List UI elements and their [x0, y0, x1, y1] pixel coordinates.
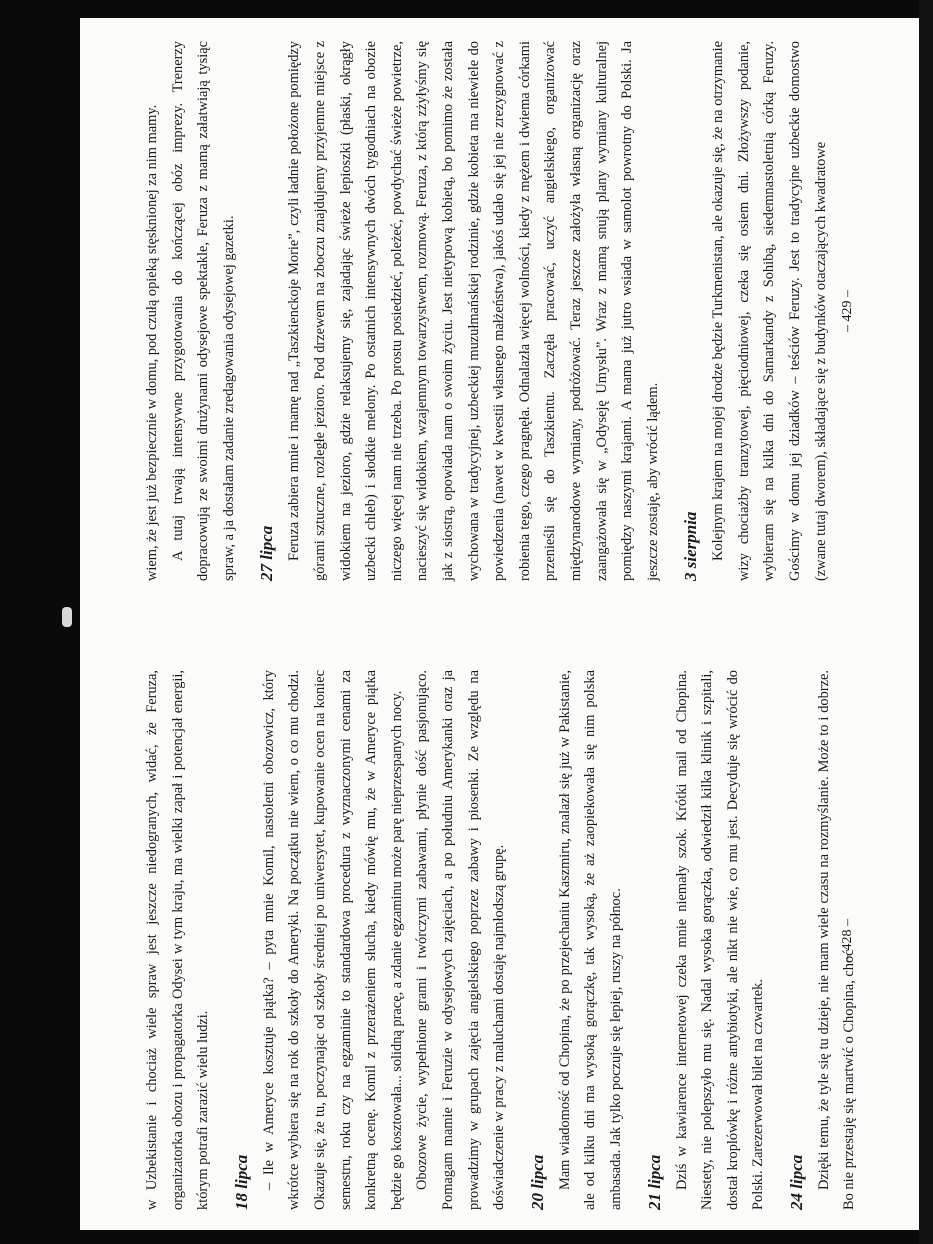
paragraph: A tutaj trwają intensywne przygotowania do kończącej obóz imprezy. Trenerzy dopracowują ze swoimi drużynami odysejowe spektakle, Feruza z mamą załatwiają tysiąc spraw, a ja dostałam zadanie zredagowania odysejowej gazetki. [169, 41, 237, 581]
scan-edge-right [919, 0, 933, 1244]
diary-date-heading: 24 lipca [786, 1154, 806, 1210]
scan-edge-bottom [0, 1230, 933, 1244]
page-428-body [140, 670, 863, 1210]
scan-edge-top [0, 0, 933, 18]
diary-date-heading: 18 lipca [231, 1154, 251, 1210]
page-number: – 429 – [840, 290, 855, 332]
paragraph: Kolejnym krajem na mojej drodze będzie Turkmenistan, ale okazuje się, że na otrzymanie wizy chociażby tranzytowej, pięciodniowej, czeka się osiem dni. Złożywszy podanie, wybieram się na kilka dni do Samarkandy z Sohibą, siedemnastoletnią córką Feruzy. Gościmy w domu jej dziadków – teściów Feruzy. Jest to tradycyjne uzbeckie domostwo (zwane tutaj dworem), składające się z budynków otaczających kwadratowe [710, 41, 829, 581]
page-428 [80, 630, 919, 1230]
book-spine-mark [62, 607, 72, 627]
page-429 [80, 18, 919, 630]
diary-date-heading: 3 sierpnia [681, 511, 701, 581]
page-number: – 428 – [840, 919, 855, 961]
paragraph: Dziś w kawiarence internetowej czeka mnie niemały szok. Krótki mail od Chopina. Niestety, nie polepszyło mu się. Nadal wysoka gorączka, odwiedził kilka klinik i szpitali, dostał kroplówkę i różne antybiotyki, ale nikt nie wie, co mu jest. Decyduje się wrócić do Polski. Zarezerwował bilet na czwartek. [673, 670, 767, 1210]
diary-date-heading: 21 lipca [644, 1154, 664, 1210]
diary-date-heading: 20 lipca [527, 1154, 547, 1210]
paragraph: – Ile w Ameryce kosztuje piątka? – pyta mnie Komil, nastoletni obozowicz, który wkrótce wybiera się na rok do szkoły do Ameryki. Na początku nie wiem, o co mu chodzi. Okazuje się, że tu, poczynając od szkoły średniej po uniwersytet, kupowanie ocen na koniec semestru, roku czy na egzaminie to standardowa procedura z wyznaczonymi cenami za konkretną ocenę. Komil z przerażeniem słucha, kiedy mówię mu, że w Ameryce piątka będzie go kosztowała... solidną pracę, a zdanie egzaminu może parę nieprzespanych nocy. [260, 670, 405, 1210]
paragraph: wiem, że jest już bezpiecznie w domu, pod czułą opieką stęsknionej za nim mamy. [144, 104, 160, 581]
paragraph: Dzięki temu, że tyle się tu dzieje, nie mam wiele czasu na rozmyślanie. Może to i dobrze. Bo nie przestaję się martwić o Chopina, choć [815, 670, 858, 1210]
paragraph: w Uzbekistanie i chociaż wiele spraw jest jeszcze niedogranych, widać, że Feruza, organizatorka obozu i propagatorka Odysei w tym kraju, ma wielki zapał i potencjał energii, którym potrafi zarazić wielu ludzi. [144, 670, 212, 1210]
paragraph: Feruza zabiera mnie i mamę nad „Taszkienckoje Morie”, czyli ładnie położone pomiędzy górami sztuczne, rozległe jezioro. Pod drzewem na zboczu znajdujemy przyjemne miejsce z widokiem na jezioro, gdzie relaksujemy się, zajadając świeże lepioszki (płaski, okrągły uzbecki chleb) i słodkie melony. Po ostatnich intensywnych dwóch tygodniach na obozie niczego więcej nam nie trzeba. Po prostu posiedzieć, poleżeć, powdychać świeże powietrze, nacieszyć się widokiem, wzajemnym towarzystwem, rozmową. Feruza, z którą zżyłyśmy się jak z siostrą, opowiada nam o swoim życiu. Jest nietypową kobietą, bo pomimo że została wychowana w tradycyjnej, uzbeckiej muzułmańskiej rodzinie, gdzie kobieta ma niewiele do powiedzenia (nawet w kwestii własnego małżeństwa), jakoś udało się jej nie zrezygnować z robienia tego, czego pragnęła. Odnalazła więcej wolności, kiedy z mężem i dwiema córkami przenieśli się do Taszkientu. Zaczęła pracować, uczyć angielskiego, organizować międzynarodowe wymiany, podróżować. Teraz jeszcze założyła własną organizację oraz zaangażowała się w „Odyseję Umysłu”. Wraz z mamą snują plany wymiany kulturalnej pomiędzy naszymi krajami. A mama już jutro wsiada w samolot powrotny do Polski. Ja jeszcze zostaję, aby wrócić lądem. [286, 41, 661, 581]
paragraph: Mam wiadomość od Chopina, że po przejechaniu Kaszmiru, znalazł się już w Pakistanie, ale od kilku dni ma wysoką gorączkę, tak wysoką, że aż zaopiekowała się nim polska ambasada. Jak tylko poczuje się lepiej, ruszy na północ. [556, 670, 624, 1210]
page-429-rotated [80, 18, 919, 601]
paragraph: Obozowe życie, wypełnione grami i twórczymi zabawami, płynie dość pasjonująco. Pomagam mamie i Feruzie w odysejowych zajęciach, a po południu Amerykanki oraz ja prowadzimy w grupach zajęcia angielskiego poprzez zabawy i piosenki. Ze względu na doświadczenie w pracy z maluchami dostaję najmłodszą grupę. [414, 670, 508, 1210]
diary-date-heading: 27 lipca [257, 525, 277, 581]
page-428-rotated [80, 630, 919, 1230]
page-429-body [140, 41, 834, 581]
